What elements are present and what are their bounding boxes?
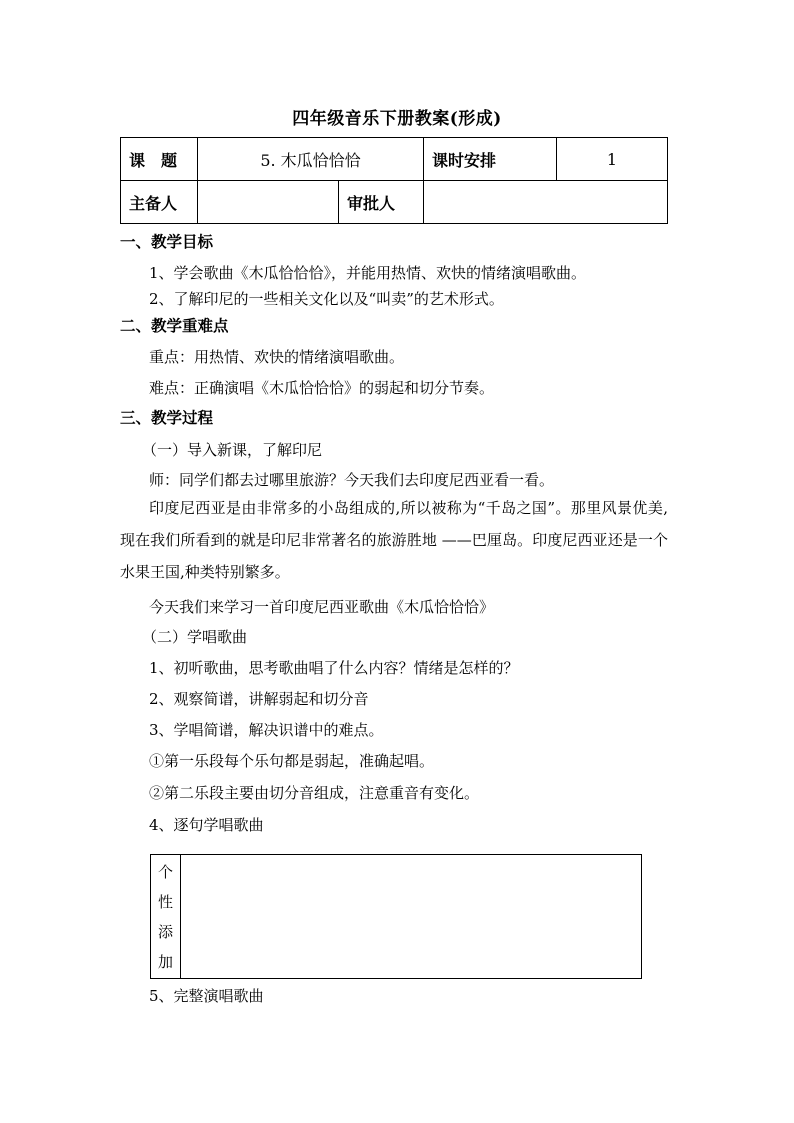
- label-char: 性: [157, 893, 173, 912]
- process-part-title: （一）导入新课，了解印尼: [142, 441, 323, 459]
- label-char: 加: [157, 952, 173, 971]
- lesson-label: 课 题: [121, 138, 198, 181]
- personal-addition-area: [181, 855, 641, 978]
- preparer-value: [198, 181, 339, 224]
- label-char: 个: [157, 863, 173, 882]
- schedule-value: 1: [557, 138, 668, 181]
- lesson-info-table: [120, 137, 668, 224]
- final-step: 5、完整演唱歌曲: [149, 987, 264, 1005]
- personal-addition-label: [151, 855, 181, 978]
- table-row: [121, 181, 668, 224]
- step-item: 1、初听歌曲，思考歌曲唱了什么内容？情绪是怎样的？: [149, 659, 519, 677]
- section-heading-process: 三、教学过程: [120, 408, 214, 427]
- step-item: ①第一乐段每个乐句都是弱起，准确起唱。: [149, 752, 435, 770]
- lesson-value: 5. 木瓜恰恰恰: [198, 138, 424, 181]
- section-heading-goals: 一、教学目标: [120, 232, 214, 251]
- step-item: ②第二乐段主要由切分音组成，注意重音有变化。: [149, 784, 480, 802]
- schedule-label: 课时安排: [424, 138, 557, 181]
- step-item: 4、逐句学唱歌曲: [149, 816, 264, 834]
- document-title: 四年级音乐下册教案(形成): [292, 109, 502, 129]
- step-item: 3、学唱简谱，解决识谱中的难点。: [149, 721, 384, 739]
- approver-label: 审批人: [339, 181, 424, 224]
- approver-value: [424, 181, 668, 224]
- indonesia-paragraph: 印度尼西亚是由非常多的小岛组成的,所以被称为“千岛之国”。那里风景优美,现在我们所看到的就是印尼非常著名的旅游胜地 ——巴厘岛。印度尼西亚还是一个水果王国,种类特别繁多。: [120, 499, 668, 581]
- key-point-item: 难点：正确演唱《木瓜恰恰恰》的弱起和切分节奏。: [149, 379, 495, 397]
- goal-item: 1、学会歌曲《木瓜恰恰恰》，并能用热情、欢快的情绪演唱歌曲。: [149, 264, 587, 282]
- table-row: [121, 138, 668, 181]
- today-line: 今天我们来学习一首印度尼西亚歌曲《木瓜恰恰恰》: [149, 598, 495, 616]
- preparer-label: 主备人: [121, 181, 198, 224]
- goal-item: 2、了解印尼的一些相关文化以及“叫卖”的艺术形式。: [149, 290, 504, 308]
- step-item: 2、观察简谱，讲解弱起和切分音: [149, 690, 369, 708]
- process-part-title: （二）学唱歌曲: [142, 628, 248, 646]
- label-char: 添: [157, 922, 173, 941]
- key-point-item: 重点：用热情、欢快的情绪演唱歌曲。: [149, 348, 405, 366]
- teacher-line: 师：同学们都去过哪里旅游？今天我们去印度尼西亚看一看。: [149, 471, 555, 489]
- personal-addition-box: [150, 854, 642, 979]
- section-heading-key-points: 二、教学重难点: [120, 316, 229, 335]
